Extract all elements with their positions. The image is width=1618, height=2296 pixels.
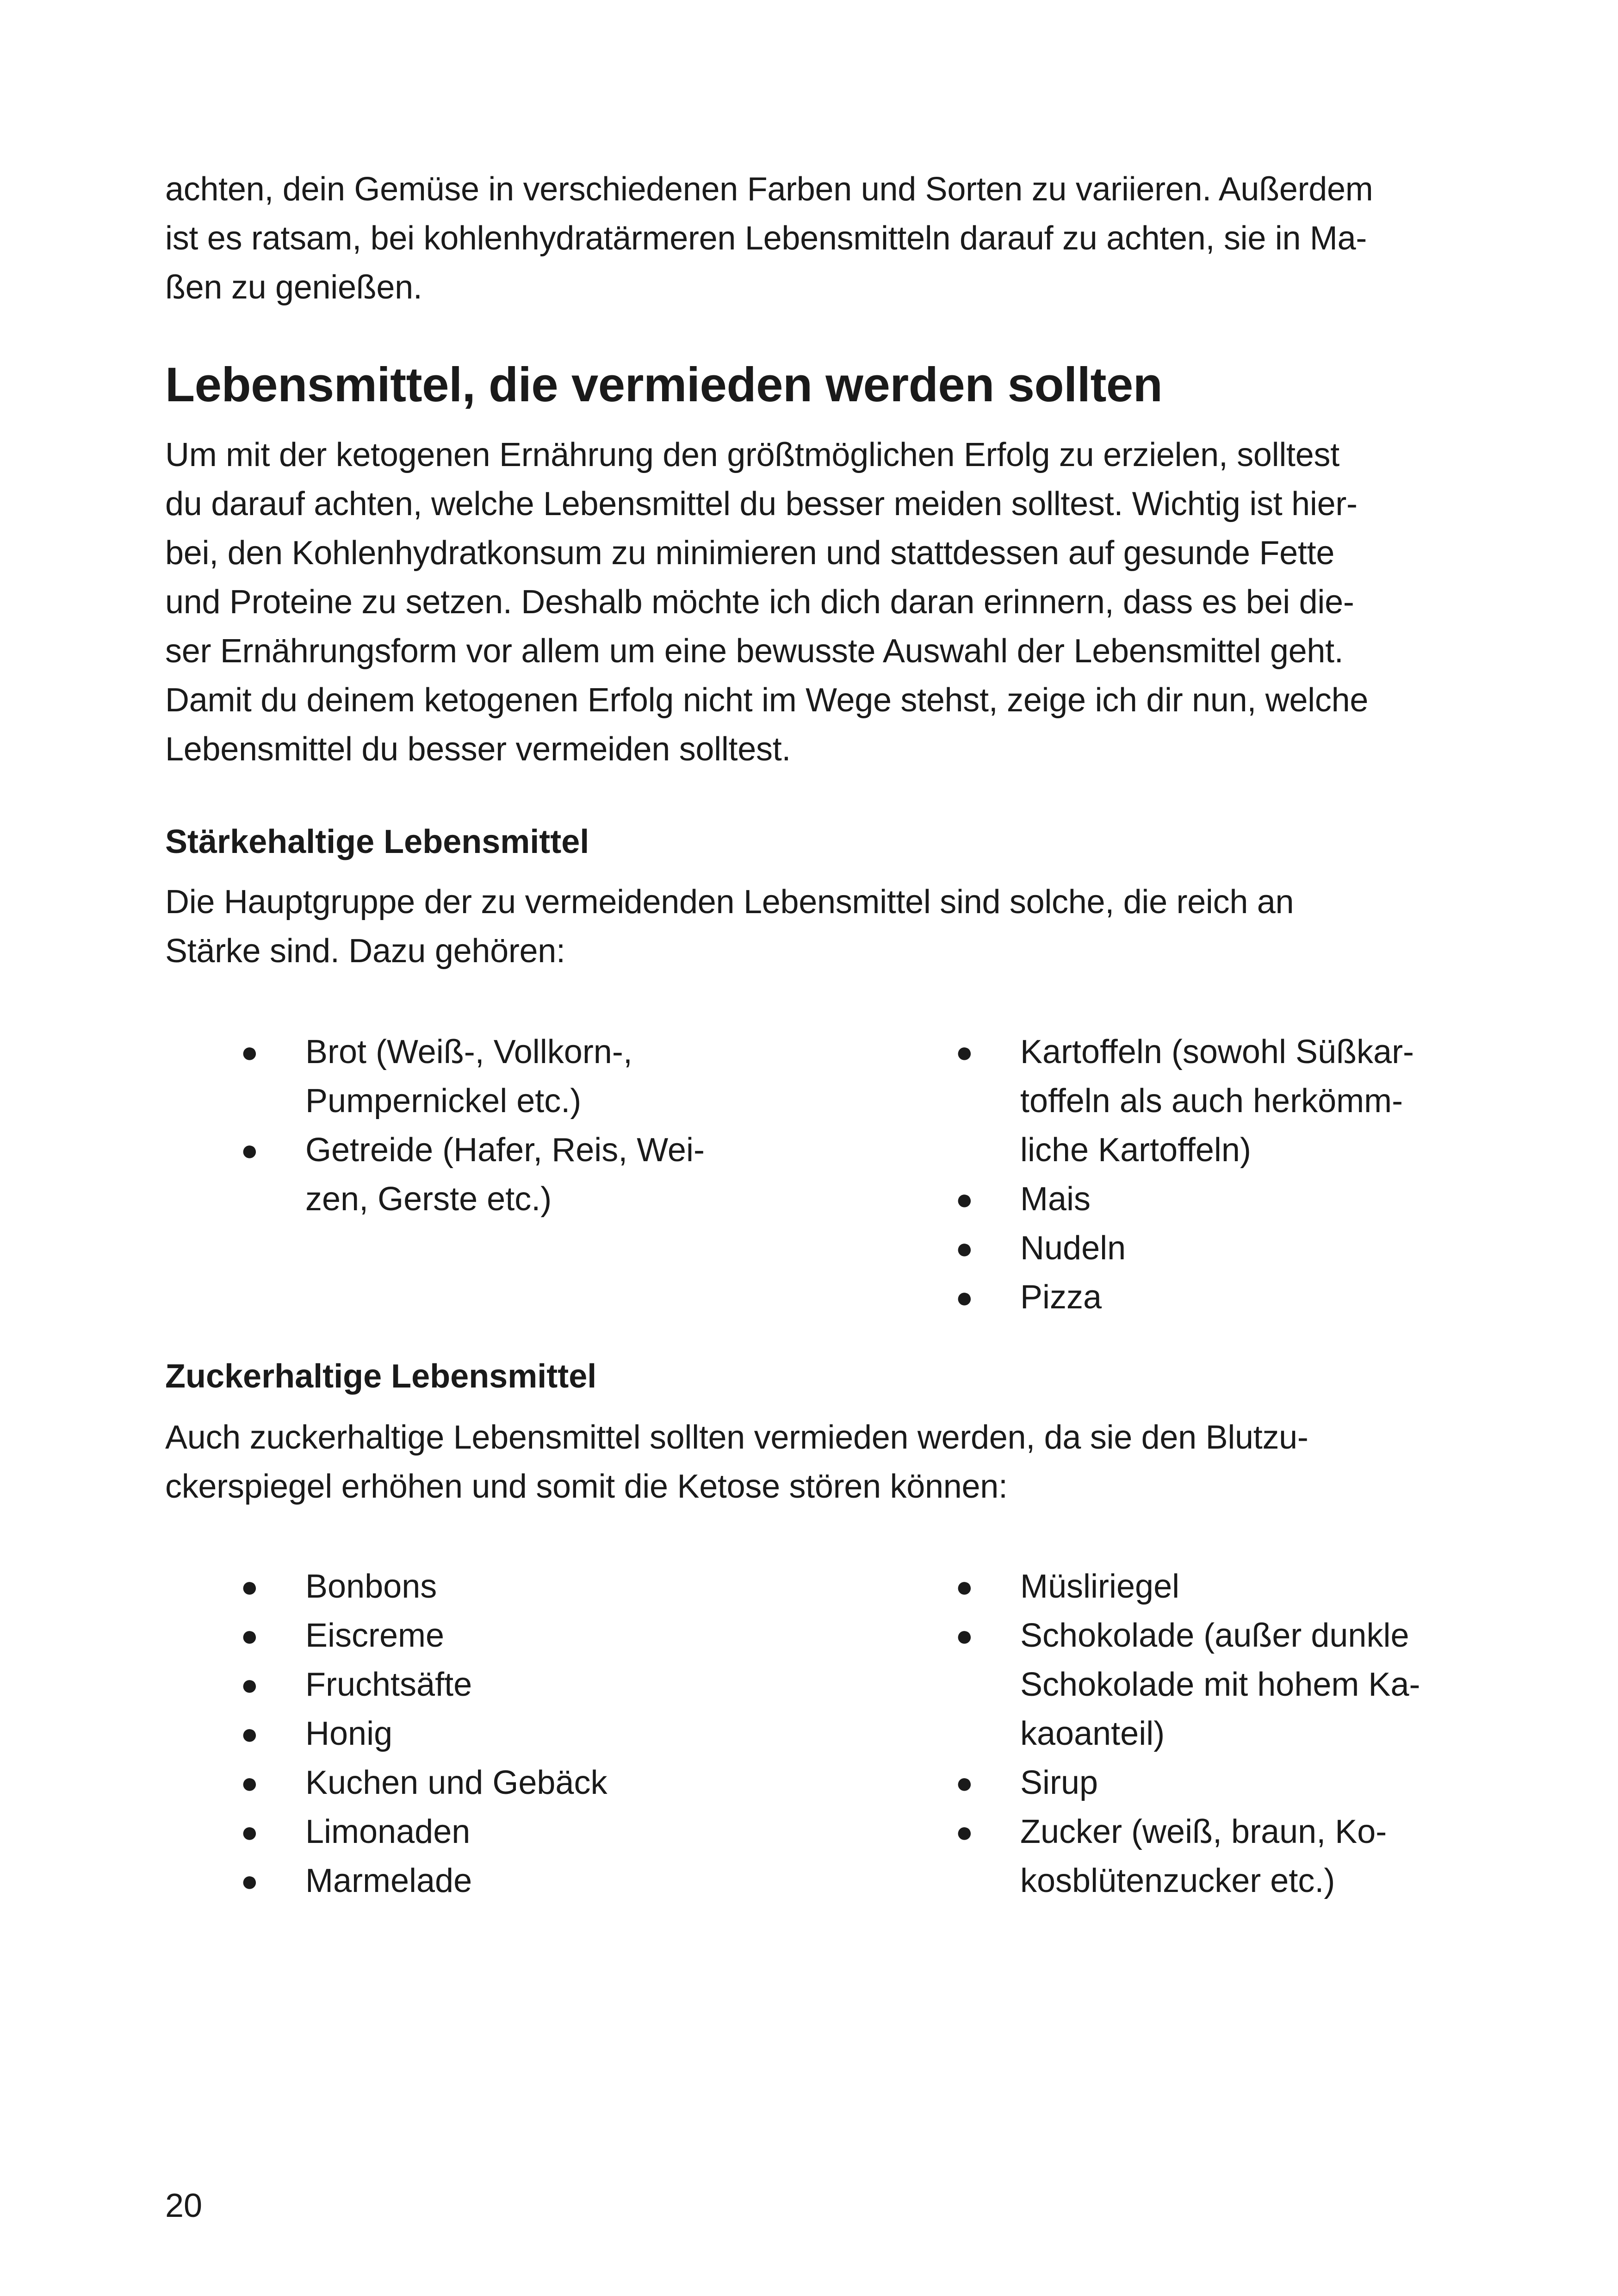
intro-paragraph xyxy=(165,165,1454,312)
intro-line: ist es ratsam, bei kohlenhydratärmeren Lebensmitteln darauf zu achten, sie in Ma- xyxy=(165,220,1367,257)
list-item: Schokolade (außer dunkle Schokolade mit hohem Ka- kaoanteil) xyxy=(1020,1617,1420,1752)
list-item: Getreide (Hafer, Reis, Wei- zen, Gerste etc.) xyxy=(305,1132,705,1218)
list-item: Fruchtsäfte xyxy=(305,1666,472,1703)
sugar-heading-block xyxy=(165,1352,1454,1401)
section-line: Lebensmittel du besser vermeiden solltest. xyxy=(165,731,791,768)
section-line: Um mit der ketogenen Ernährung den größtmöglichen Erfolg zu erzielen, solltest xyxy=(165,436,1339,473)
section-heading: Lebensmittel, die vermieden werden sollten xyxy=(165,358,1163,412)
section-line: bei, den Kohlenhydratkonsum zu minimieren und stattdessen auf gesunde Fette xyxy=(165,535,1335,572)
list-item: Mais xyxy=(1020,1181,1091,1218)
section-line: Damit du deinem ketogenen Erfolg nicht im Wege stehst, zeige ich dir nun, welche xyxy=(165,682,1369,719)
section-paragraph xyxy=(165,430,1454,774)
list-item: Marmelade xyxy=(305,1862,472,1899)
starch-line: Die Hauptgruppe der zu vermeidenden Lebensmittel sind solche, die reich an xyxy=(165,884,1294,921)
list-item: Müsliriegel xyxy=(1020,1568,1180,1605)
section-line: du darauf achten, welche Lebensmittel du besser meiden solltest. Wichtig ist hier- xyxy=(165,485,1358,523)
intro-line: achten, dein Gemüse in verschiedenen Farben und Sorten zu variieren. Außerdem xyxy=(165,171,1373,208)
sugar-list-left xyxy=(236,1562,837,1905)
starch-paragraph xyxy=(165,877,1454,976)
intro-line: ßen zu genießen. xyxy=(165,269,422,306)
starch-list-left xyxy=(236,1027,837,1224)
list-item: Kuchen und Gebäck xyxy=(305,1764,608,1801)
list-item: Nudeln xyxy=(1020,1230,1126,1267)
starch-line: Stärke sind. Dazu gehören: xyxy=(165,933,565,970)
section-line: ser Ernährungsform vor allem um eine bewusste Auswahl der Lebensmittel geht. xyxy=(165,633,1344,670)
sugar-paragraph xyxy=(165,1413,1454,1511)
sugar-list-right xyxy=(951,1562,1506,1905)
sugar-heading: Zuckerhaltige Lebensmittel xyxy=(165,1358,597,1395)
starch-heading-block xyxy=(165,817,1454,866)
section-heading-block xyxy=(165,357,1454,413)
list-item: Honig xyxy=(305,1715,393,1752)
page-number: 20 xyxy=(165,2187,203,2224)
list-item: Sirup xyxy=(1020,1764,1098,1801)
list-item: Bonbons xyxy=(305,1568,437,1605)
list-item: Zucker (weiß, braun, Ko- kosblütenzucker etc.) xyxy=(1020,1813,1387,1899)
list-item: Eiscreme xyxy=(305,1617,445,1654)
section-line: und Proteine zu setzen. Deshalb möchte ich dich daran erinnern, dass es bei die- xyxy=(165,584,1354,621)
sugar-line: ckerspiegel erhöhen und somit die Ketose stören können: xyxy=(165,1468,1008,1505)
list-item: Kartoffeln (sowohl Süßkar- toffeln als auch herkömm- liche Kartoffeln) xyxy=(1020,1033,1414,1169)
list-item: Brot (Weiß-, Vollkorn-, Pumpernickel etc.) xyxy=(305,1033,632,1120)
list-item: Pizza xyxy=(1020,1279,1102,1316)
sugar-line: Auch zuckerhaltige Lebensmittel sollten vermieden werden, da sie den Blutzu- xyxy=(165,1419,1308,1456)
starch-list-right xyxy=(951,1027,1506,1322)
starch-heading: Stärkehaltige Lebensmittel xyxy=(165,823,589,860)
list-item: Limonaden xyxy=(305,1813,471,1850)
